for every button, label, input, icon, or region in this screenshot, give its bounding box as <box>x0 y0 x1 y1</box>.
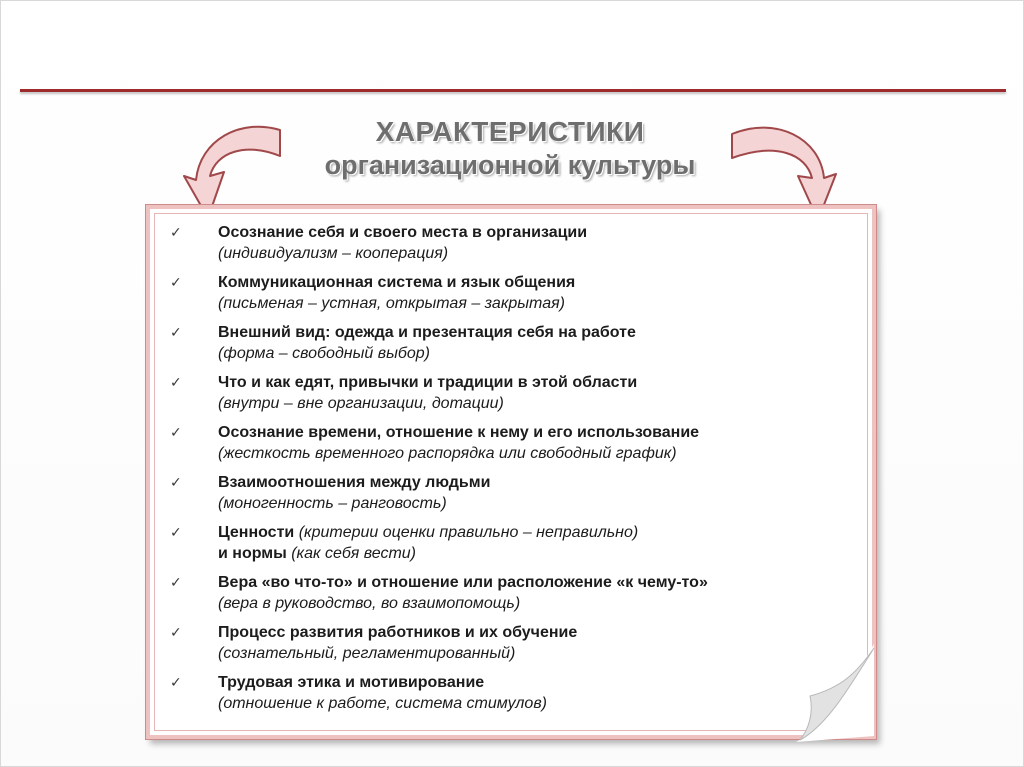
checkmark-icon: ✓ <box>170 575 182 591</box>
item-detail: (внутри – вне организации, дотации) <box>218 395 504 412</box>
item-detail: (индивидуализм – кооперация) <box>218 245 449 262</box>
item-detail: (вера в руководство, во взаимопомощь) <box>218 595 521 612</box>
checkmark-icon: ✓ <box>170 375 182 391</box>
item-heading: Процесс развития работников и их обучение <box>218 624 578 641</box>
item-detail: (моногенность – ранговость) <box>218 495 447 512</box>
item-heading: Внешний вид: одежда и презентация себя на работе <box>218 324 636 341</box>
item-heading: Коммуникационная система и язык общения <box>218 274 576 291</box>
top-divider <box>20 89 1006 92</box>
list-item <box>166 322 846 372</box>
list-item <box>166 522 846 572</box>
list-item <box>166 272 846 322</box>
list-item <box>166 422 846 472</box>
checkmark-icon: ✓ <box>170 325 182 341</box>
list-item <box>166 622 846 672</box>
item-heading: Осознание себя и своего места в организации <box>218 224 588 241</box>
item-detail: (письменая – устная, открытая – закрытая) <box>218 295 565 312</box>
checkmark-icon: ✓ <box>170 475 182 491</box>
checkmark-icon: ✓ <box>170 675 182 691</box>
item-detail: (сознательный, регламентированный) <box>218 645 516 662</box>
item-heading: Осознание времени, отношение к нему и его использование <box>218 424 700 441</box>
checkmark-icon: ✓ <box>170 625 182 641</box>
item-detail: (отношение к работе, система стимулов) <box>218 695 547 712</box>
checkmark-icon: ✓ <box>170 525 182 541</box>
list-item <box>166 222 846 272</box>
item-second-line <box>218 543 846 564</box>
characteristics-list <box>166 222 846 722</box>
title-line-2: организационной культуры <box>324 150 696 180</box>
list-item <box>166 472 846 522</box>
checkmark-icon: ✓ <box>170 275 182 291</box>
title-line-1: ХАРАКТЕРИСТИКИ <box>375 116 645 147</box>
item-heading: Ценности <box>218 524 295 541</box>
slide-title <box>280 116 740 182</box>
list-item <box>166 572 846 622</box>
item-heading: Взаимоотношения между людьми <box>218 474 491 491</box>
checkmark-icon: ✓ <box>170 225 182 241</box>
list-item <box>166 372 846 422</box>
item-heading: Трудовая этика и мотивирование <box>218 674 485 691</box>
list-item <box>166 672 846 722</box>
item-heading: Что и как едят, привычки и традиции в этой области <box>218 374 638 391</box>
item-heading-2: и нормы <box>218 545 287 562</box>
item-heading-line <box>218 522 846 543</box>
item-heading: Вера «во что-то» и отношение или расположение «к чему-то» <box>218 574 708 591</box>
item-inline-detail-2: (как себя вести) <box>286 545 416 562</box>
item-inline-detail: (критерии оценки правильно – неправильно) <box>298 524 639 541</box>
checkmark-icon: ✓ <box>170 425 182 441</box>
item-detail: (форма – свободный выбор) <box>218 345 430 362</box>
item-detail: (жесткость временного распорядка или свободный график) <box>218 445 677 462</box>
